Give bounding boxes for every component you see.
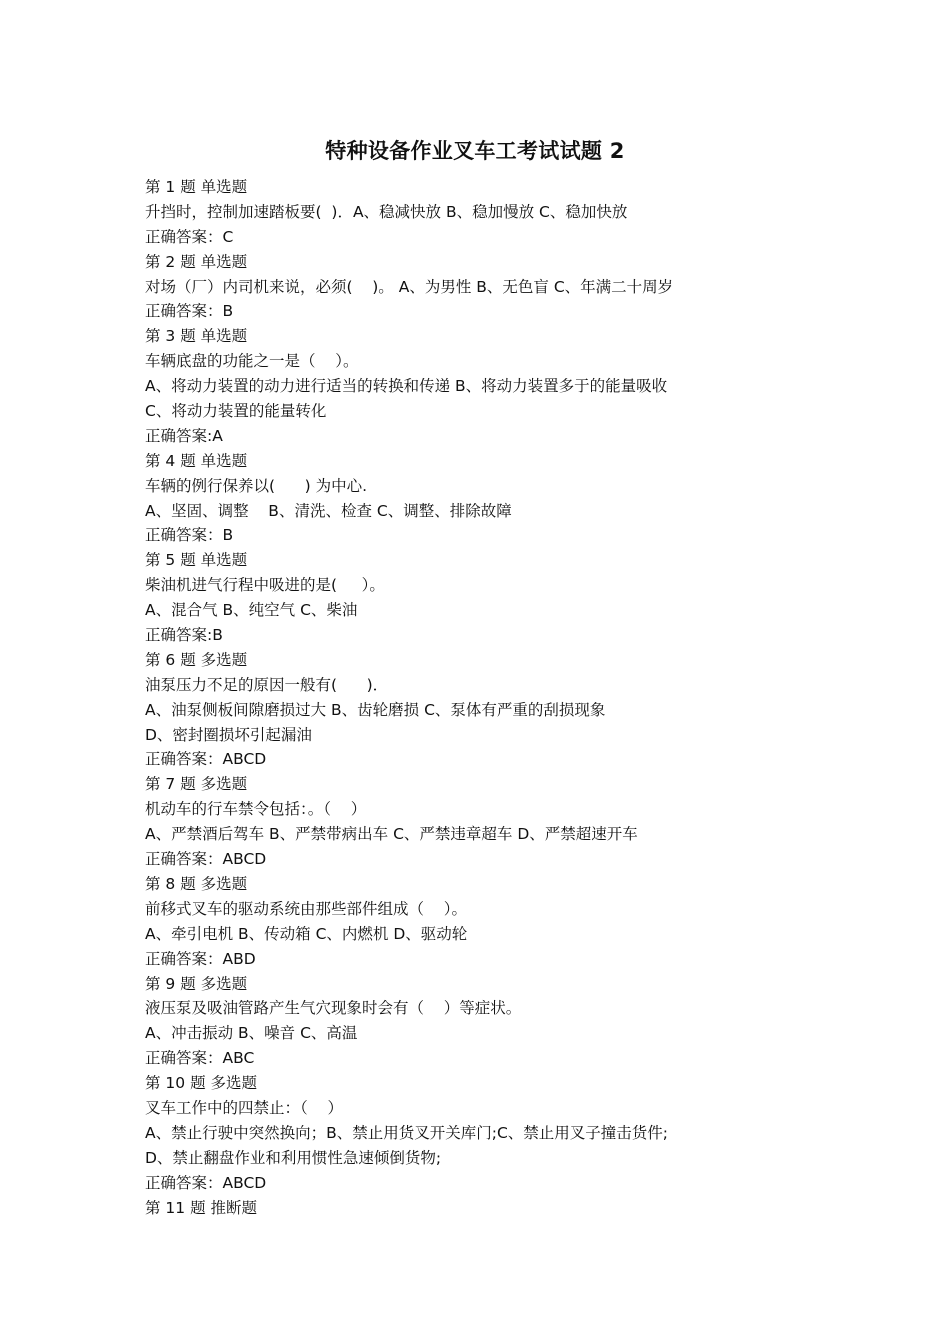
text-line: 第 11 题 推断题 [145,1198,258,1217]
text-line: 第 8 题 多选题 [145,874,248,893]
document-body [145,175,845,1220]
text-line: 第 3 题 单选题 [145,327,248,346]
text-line: D、密封圈损坏引起漏油 [145,725,312,744]
text-line: 正确答案：ABCD [145,750,267,769]
text-line: 正确答案：ABCD [145,1173,267,1192]
text-line: 正确答案:B [145,626,223,645]
text-line: 车辆的例行保养以( ) 为中心. [145,476,368,495]
text-line: 机动车的行车禁令包括：。（ ） [145,800,367,819]
text-line: 第 7 题 多选题 [145,775,248,794]
text-line: 油泵压力不足的原因一般有( )． [145,675,389,694]
text-line: A、将动力装置的动力进行适当的转换和传递 B、将动力装置多于的能量吸收 [145,377,668,396]
text-line: 第 2 题 单选题 [145,252,248,271]
text-line: 正确答案：C [145,227,234,246]
text-line: 第 10 题 多选题 [145,1074,258,1093]
text-line: 对场（厂）内司机来说，必须( )。 A、为男性 B、无色盲 C、年满二十周岁 [145,277,674,296]
text-line: 车辆底盘的功能之一是（ ）。 [145,352,359,371]
text-line: A、严禁酒后驾车 B、严禁带病出车 C、严禁违章超车 D、严禁超速开车 [145,825,638,844]
text-line: 叉车工作中的四禁止：（ ） [145,1098,343,1117]
text-line: 液压泵及吸油管路产生气穴现象时会有（ ）等症状。 [145,999,522,1018]
text-line: 柴油机进气行程中吸进的是( ）。 [145,576,385,595]
text-line: C、将动力装置的能量转化 [145,402,327,421]
text-line: 正确答案：B [145,526,234,545]
document-title: 特种设备作业叉车工考试试题 2 [325,139,625,163]
text-line: 正确答案：ABC [145,1049,255,1068]
text-line: D、禁止翻盘作业和利用惯性急速倾倒货物; [145,1148,442,1167]
text-line: 升挡时，控制加速踏板要( )．A、稳减快放 B、稳加慢放 C、稳加快放 [145,202,628,221]
text-line: 第 4 题 单选题 [145,451,248,470]
text-line: A、油泵侧板间隙磨损过大 B、齿轮磨损 C、泵体有严重的刮损现象 [145,700,606,719]
text-line: A、禁止行驶中突然换向；B、禁止用货叉开关库门;C、禁止用叉子撞击货件; [145,1123,669,1142]
text-line: A、牵引电机 B、传动箱 C、内燃机 D、驱动轮 [145,924,468,943]
text-line: 第 9 题 多选题 [145,974,248,993]
text-line: 前移式叉车的驱动系统由那些部件组成（ ）。 [145,899,467,918]
text-line: 正确答案：ABCD [145,850,267,869]
text-line: 第 1 题 单选题 [145,178,248,196]
text-line: A、坚固、调整 B、清洗、检查 C、调整、排除故障 [145,501,512,520]
text-line: 第 5 题 单选题 [145,551,248,570]
text-line: 正确答案:A [145,426,223,445]
text-line: 正确答案：ABD [145,949,256,968]
text-line: A、混合气 B、纯空气 C、柴油 [145,601,358,620]
text-line: 第 6 题 多选题 [145,650,248,669]
text-line: 正确答案：B [145,302,234,321]
text-line: A、冲击振动 B、噪音 C、高温 [145,1024,358,1043]
